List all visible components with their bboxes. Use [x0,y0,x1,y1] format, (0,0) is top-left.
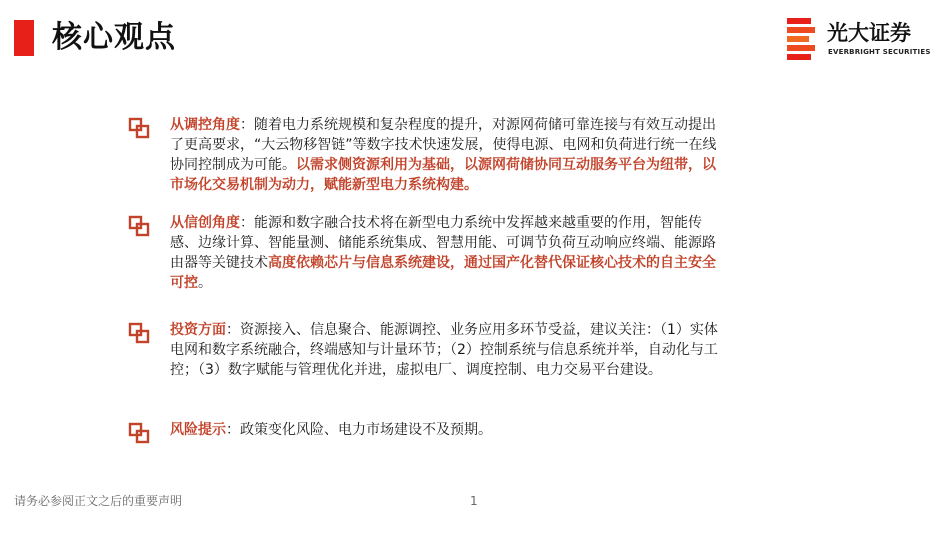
point-text [170,420,728,440]
linked-squares-icon [128,117,150,139]
page-title: 核心观点 [52,20,176,55]
point-highlight: 高度依赖芯片与信息系统建设，通过国产化替代保证核心技术的自主安全可控 [170,255,716,291]
point-regulation [128,115,728,195]
point-investment [128,320,728,380]
linked-squares-icon [128,215,150,237]
page-number: 1 [470,494,478,508]
point-body: ：资源接入、信息聚合、能源调控、业务应用多环节受益，建议关注：（1）实体电网和数字系统融合，终端感知与计量环节；（2）控制系统与信息系统并举，自动化与工控；（3）数字赋能与管理优化并进，虚拟电厂、调度控制、电力交易平台建设。 [170,322,718,378]
point-heading: 从信创角度 [170,215,240,231]
logo-name-cn: 光大证券 [827,21,911,45]
point-xinchuang [128,213,728,293]
everbright-logo [787,18,937,60]
point-highlight: 以需求侧资源利用为基础，以源网荷储协同互动服务平台为纽带，以市场化交易机制为动力，赋能新型电力系统构建。 [170,157,716,193]
point-body: ：随着电力系统规模和复杂程度的提升，对源网荷储可靠连接与有效互动提出了更高要求，“大云物移智链”等数字技术快速发展，使得电源、电网和负荷进行统一在线协同控制成为可能。 [170,117,717,173]
point-tail: 。 [198,275,212,291]
point-risk [128,420,728,440]
title-accent-bar [14,20,34,56]
footer-disclaimer: 请务必参阅正文之后的重要声明 [14,494,183,508]
point-text [170,320,728,380]
logo-name-en: EVERBRIGHT SECURITIES [828,48,931,56]
point-text [170,213,728,293]
point-body: ：能源和数字融合技术将在新型电力系统中发挥越来越重要的作用，智能传感、边缘计算、智能量测、储能系统集成、智慧用能、可调节负荷互动响应终端、能源路由器等关键技术 [170,215,716,271]
point-heading: 风险提示 [170,422,226,438]
point-heading: 投资方面 [170,322,226,338]
linked-squares-icon [128,322,150,344]
linked-squares-icon [128,422,150,444]
everbright-logo-icon [787,18,817,60]
point-body: ：政策变化风险、电力市场建设不及预期。 [226,422,492,438]
point-heading: 从调控角度 [170,117,240,133]
point-text [170,115,728,195]
